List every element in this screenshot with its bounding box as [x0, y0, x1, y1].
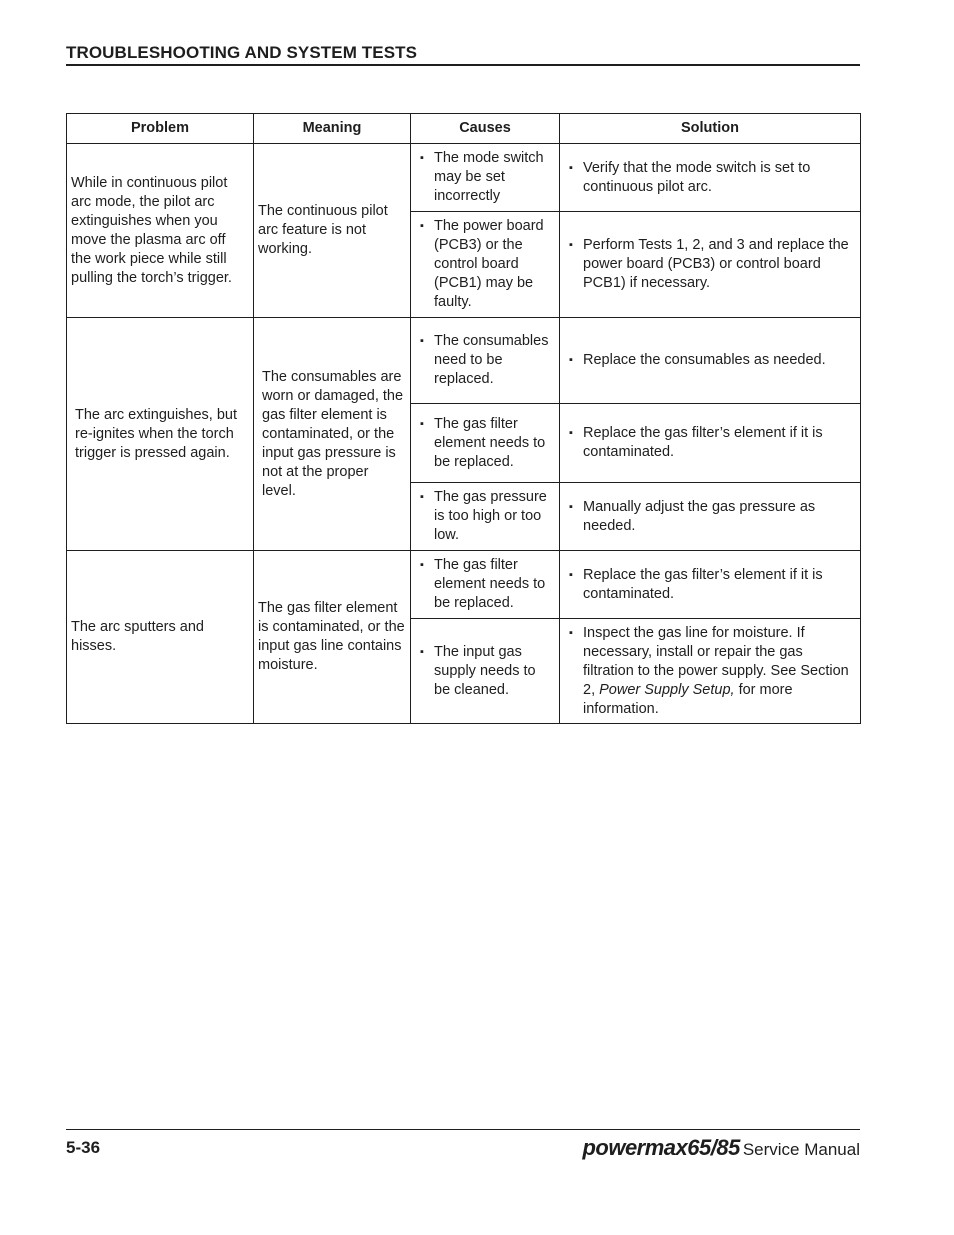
meaning-cell: The gas filter element is contaminated, or the input gas line contains moisture. — [254, 551, 411, 724]
brand-logo: powermax65/85 — [582, 1135, 740, 1160]
solution-cell — [560, 404, 861, 483]
solution-text: ▪ Perform Tests 1, 2, and 3 and replace the power board (PCB3) or control board PCB1) if necessary. — [564, 236, 856, 293]
table-header-row — [67, 114, 861, 144]
solution-text: ▪ Manually adjust the gas pressure as needed. — [564, 498, 856, 536]
troubleshooting-table — [66, 113, 861, 724]
table-row — [67, 318, 861, 404]
column-header-causes: Causes — [411, 114, 560, 144]
solution-text: ▪ Replace the gas filter’s element if it is contaminated. — [564, 424, 856, 462]
solution-cell — [560, 619, 861, 724]
cause-cell — [411, 551, 560, 619]
cause-cell — [411, 404, 560, 483]
cause-cell — [411, 483, 560, 551]
cause-text: ▪ The input gas supply needs to be cleaned. — [415, 643, 555, 700]
solution-text: ▪ Verify that the mode switch is set to continuous pilot arc. — [564, 159, 856, 197]
solution-text — [564, 624, 856, 719]
cause-text: ▪ The gas filter element needs to be replaced. — [415, 415, 555, 472]
column-header-meaning: Meaning — [254, 114, 411, 144]
cause-text: ▪ The consumables need to be replaced. — [415, 332, 555, 389]
section-header — [66, 42, 860, 66]
solution-text: ▪ Replace the gas filter’s element if it is contaminated. — [564, 566, 856, 604]
solution-cell — [560, 318, 861, 404]
problem-cell: The arc extinguishes, but re-ignites when the torch trigger is pressed again. — [67, 318, 254, 551]
column-header-problem: Problem — [67, 114, 254, 144]
cause-cell — [411, 318, 560, 404]
cause-text: ▪ The gas filter element needs to be replaced. — [415, 556, 555, 613]
page-number: 5-36 — [66, 1138, 101, 1157]
cause-cell — [411, 212, 560, 318]
section-title: TROUBLESHOOTING AND SYSTEM TESTS — [66, 43, 418, 62]
solution-cell — [560, 212, 861, 318]
solution-text: ▪ Replace the consumables as needed. — [564, 351, 856, 370]
product-brand — [582, 1135, 860, 1161]
solution-text-start: Inspect the gas line for moisture. If necessary, install or repair the gas filtration to the power supply. See Section 2, — [583, 624, 849, 698]
manual-label: Service Manual — [742, 1140, 860, 1159]
cause-cell — [411, 619, 560, 724]
problem-cell: While in continuous pilot arc mode, the pilot arc extinguishes when you move the plasma arc off the work piece while still pulling the torch’s trigger. — [67, 144, 254, 318]
cause-text: ▪ The mode switch may be set incorrectly — [415, 149, 555, 206]
page-footer — [66, 1129, 860, 1160]
cause-text: ▪ The gas pressure is too high or too low. — [415, 488, 555, 545]
section-reference: Power Supply Setup, — [599, 681, 735, 698]
solution-cell — [560, 144, 861, 212]
meaning-cell: The consumables are worn or damaged, the gas filter element is contaminated, or the input gas pressure is not at the proper level. — [254, 318, 411, 551]
solution-cell — [560, 483, 861, 551]
meaning-cell: The continuous pilot arc feature is not working. — [254, 144, 411, 318]
table-row — [67, 144, 861, 212]
table-row — [67, 551, 861, 619]
column-header-solution: Solution — [560, 114, 861, 144]
solution-text-end: for more information. — [583, 681, 793, 717]
cause-text: ▪ The power board (PCB3) or the control board (PCB1) may be faulty. — [415, 217, 555, 312]
solution-cell — [560, 551, 861, 619]
problem-cell: The arc sputters and hisses. — [67, 551, 254, 724]
cause-cell — [411, 144, 560, 212]
